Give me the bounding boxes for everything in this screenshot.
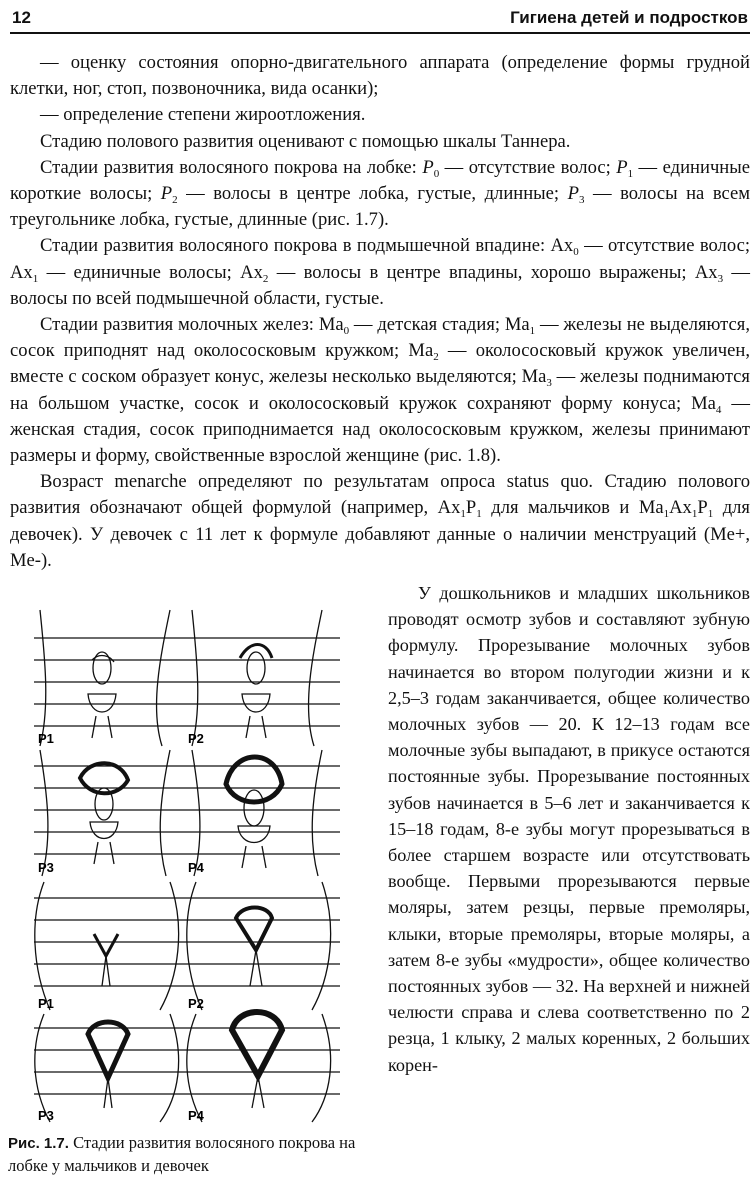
panel-lines (34, 638, 340, 1094)
figure-label: P4 (188, 860, 204, 875)
figure-label: P3 (38, 1108, 54, 1123)
paragraph-formula: Возраст menarche определяют по результатам опроса status quo. Стадию полового развития обозначают общей формулой (например, $Ax_1P_1$ для мальчиков и $Ma_1Ax_1P_1$ для девочек). У девочек с 11 лет к формуле добавляют данные о наличии менструаций (Me+, Me-). (10, 471, 750, 571)
figure-label: P3 (38, 860, 54, 875)
paragraph: — определение степени жироотложения. (40, 104, 366, 126)
boy-stage-1 (88, 652, 116, 738)
figure-label: P1 (38, 731, 54, 746)
caption-text: Стадии развития волосяного покрова на лобке у мальчиков и девочек (8, 1133, 356, 1175)
figure-caption (8, 1132, 378, 1177)
paragraph-pubic-stages: Стадии развития волосяного покрова на лобке: $P_0$ — отсутствие волос; $P_1$ — единичные короткие волосы; $P_2$ — волосы в центре лобка, густые, длинные; $P_3$ — волосы на всем треугольнике лобка, густые, длинные (рис. 1.7). (10, 156, 750, 231)
figure-drawing (10, 598, 380, 1130)
running-title: Гигиена детей и подростков (510, 8, 748, 27)
boy-stage-4 (226, 757, 282, 868)
paragraph: — оценку состояния опорно-двигательного аппарата (определение формы грудной клетки, ног, стоп, позвоночника, вида осанки); (10, 52, 750, 100)
figure-label: P2 (188, 731, 204, 746)
boy-stage-2 (240, 645, 272, 739)
girl-stage-3 (88, 1022, 128, 1108)
figure-label: P1 (38, 996, 54, 1011)
page-header (10, 6, 750, 34)
page-number: 12 (12, 8, 31, 27)
side-column-text (388, 580, 750, 1078)
boy-stage-3 (80, 763, 128, 864)
paragraph-axillary-stages: Стадии развития волосяного покрова в подмышечной впадине: $Ax_0$ — отсутствие волос; $Ax_1$ — единичные волосы; $Ax_2$ — волосы в центре впадины, хорошо выражены; $Ax_3$ — волосы по всей подмышечной области, густые. (10, 235, 750, 309)
paragraph-teeth: У дошкольников и младших школьников проводят осмотр зубов и составляют зубную формулу. Прорезывание молочных зубов начинается во втором полугодии жизни и к 2,5–3 годам заканчивается, общее количество молочных зубов — 20. К 12–13 годам все молочные зубы выпадают, в прикусе остаются постоянные зубы. Прорезывание постоянных зубов начинается в 5–6 лет и заканчивается к 15–18 годам, 8-е зубы могут прорезываться в более старшем возрасте или отсутствовать вообще. Первыми прорезываются первые моляры, затем резцы, первые премоляры, клыки, вторые премоляры, вторые моляры, а затем 8-е зубы «мудрости», общее количество постоянных зубов — 32. На верхней и нижней челюсти справа и слева соответственно по 2 резца, 1 клыку, 2 малых коренных, 2 больших корен- (388, 583, 750, 1075)
figure-label: P2 (188, 996, 204, 1011)
caption-number: Рис. 1.7. (8, 1135, 69, 1152)
figure-label: P4 (188, 1108, 204, 1123)
figure-pubic-hair-stages (10, 598, 380, 1130)
paragraph-mammary-stages: Стадии развития молочных желез: $Ma_0$ — детская стадия; $Ma_1$ — железы не выделяются, сосок приподнят над околососковым кружком; $Ma_2$ — околососковый кружок увеличен, вместе с соском образует конус, железы несколько выделяются; $Ma_3$ — железы поднимаются на большом участке, сосок и околососковый кружок сохраняют форму конуса; $Ma_4$ — женская стадия, сосок приподнимается над околососковым кружком, железы принимают размеры и форму, свойственные взрослой женщине (рис. 1.8). (10, 314, 750, 467)
paragraph: Стадию полового развития оценивают с помощью шкалы Таннера. (40, 130, 571, 152)
girl-stage-2 (236, 908, 272, 987)
main-text (10, 50, 750, 574)
